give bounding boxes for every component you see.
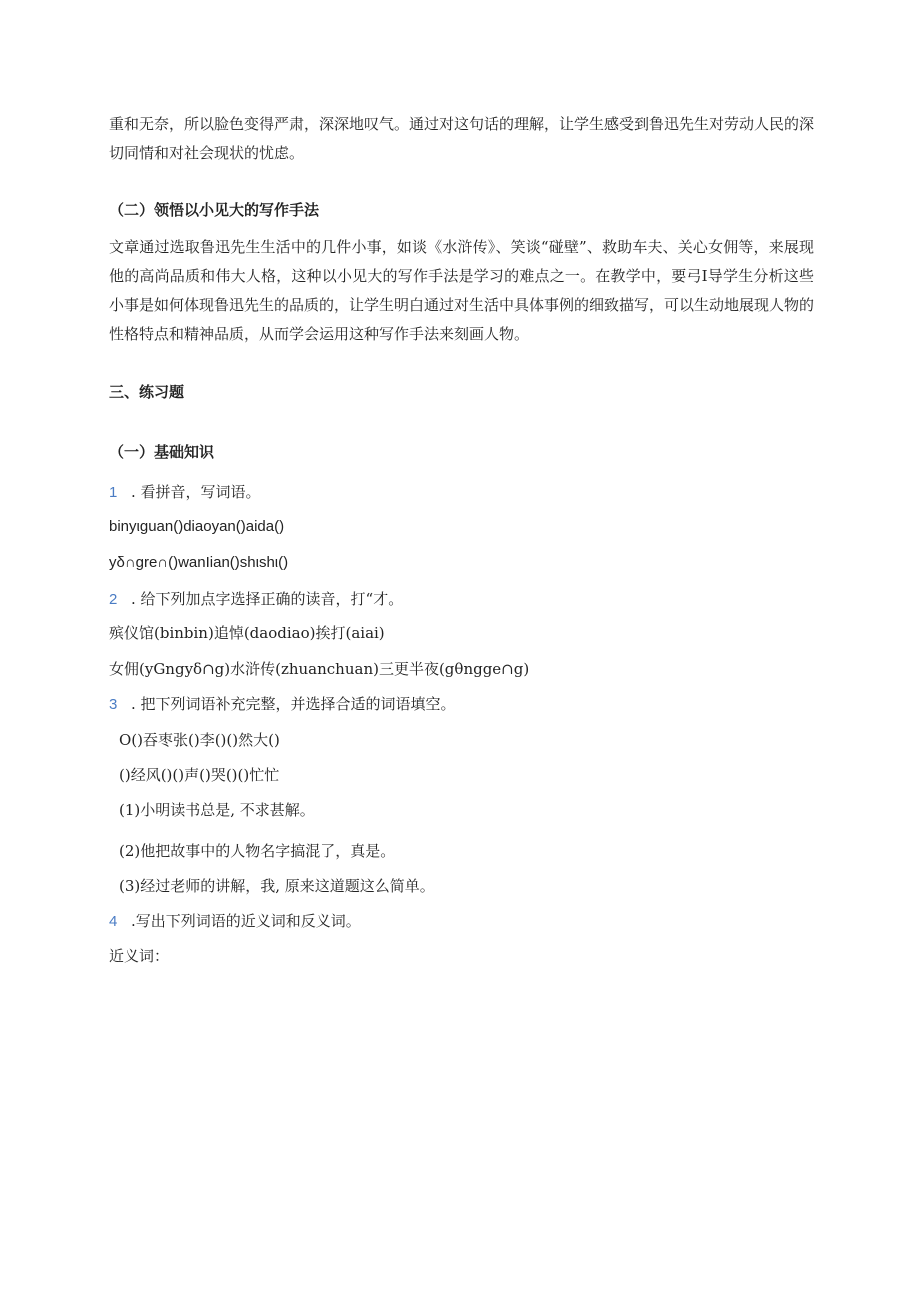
question-text: .写出下列词语的近义词和反义词。 (131, 912, 361, 930)
pinyin-line-2: yδ∩gre∩()wanIian()shιshι() (109, 554, 289, 571)
pinyin-line-1: binyιguan()diaoyan()aida() (109, 518, 285, 535)
fill-sentence-2: (2)他把故事中的人物名字搞混了，真是。 (119, 842, 396, 860)
synonym-label: 近义词： (109, 947, 170, 965)
fill-sentence-3: (3)经过老师的讲解，我, 原来这道题这么简单。 (119, 877, 435, 895)
question-1 (109, 482, 261, 503)
question-4 (109, 911, 361, 932)
pronunciation-line-1: 殡仪馆(binbin)追悼(daodiao)挨打(aiai) (109, 624, 385, 642)
paragraph-writing-technique: 文章通过选取鲁迅先生生活中的几件小事，如谈《水浒传》、笑谈“碰壁”、救助车夫、关心女佣等，来展现他的高尚品质和伟大人格，这种以小见大的写作手法是学习的难点之一。在教学中，要弓I导学生分析这些小事是如何体现鲁迅先生的品质的，让学生明白通过对生活中具体事例的细致描写，可以生动地展现人物的性格特点和精神品质，从而学会运用这种写作手法来刻画人物。 (109, 238, 815, 343)
idiom-words-line-2: ()经风()()声()哭()()忙忙 (119, 766, 280, 784)
question-text: . 把下列词语补充完整，并选择合适的词语填空。 (131, 695, 456, 713)
fill-sentence-1: (1)小明读书总是, 不求甚解。 (119, 801, 315, 819)
pronunciation-line-2: 女佣(yGngyδ∩g)水浒传(zhuanchuan)三更半夜(gθngge∩g) (109, 660, 530, 678)
heading-basic-knowledge: （一）基础知识 (109, 443, 215, 461)
idiom-words-line-1: O()吞枣张()李()()然大() (119, 731, 280, 749)
question-number: 4 (109, 913, 118, 930)
question-number: 2 (109, 591, 118, 608)
question-number: 1 (109, 484, 118, 501)
question-text: . 看拼音，写词语。 (131, 483, 261, 501)
question-text: . 给下列加点字选择正确的读音，打“才。 (131, 590, 404, 608)
heading-section-2: （二）领悟以小见大的写作手法 (109, 201, 320, 219)
heading-exercises: 三、练习题 (109, 383, 185, 401)
question-3 (109, 694, 456, 715)
question-2 (109, 589, 403, 610)
question-number: 3 (109, 696, 118, 713)
paragraph-intro: 重和无奈，所以脸色变得严肃，深深地叹气。通过对这句话的理解，让学生感受到鲁迅先生对劳动人民的深切同情和对社会现状的忧虑。 (109, 115, 815, 162)
